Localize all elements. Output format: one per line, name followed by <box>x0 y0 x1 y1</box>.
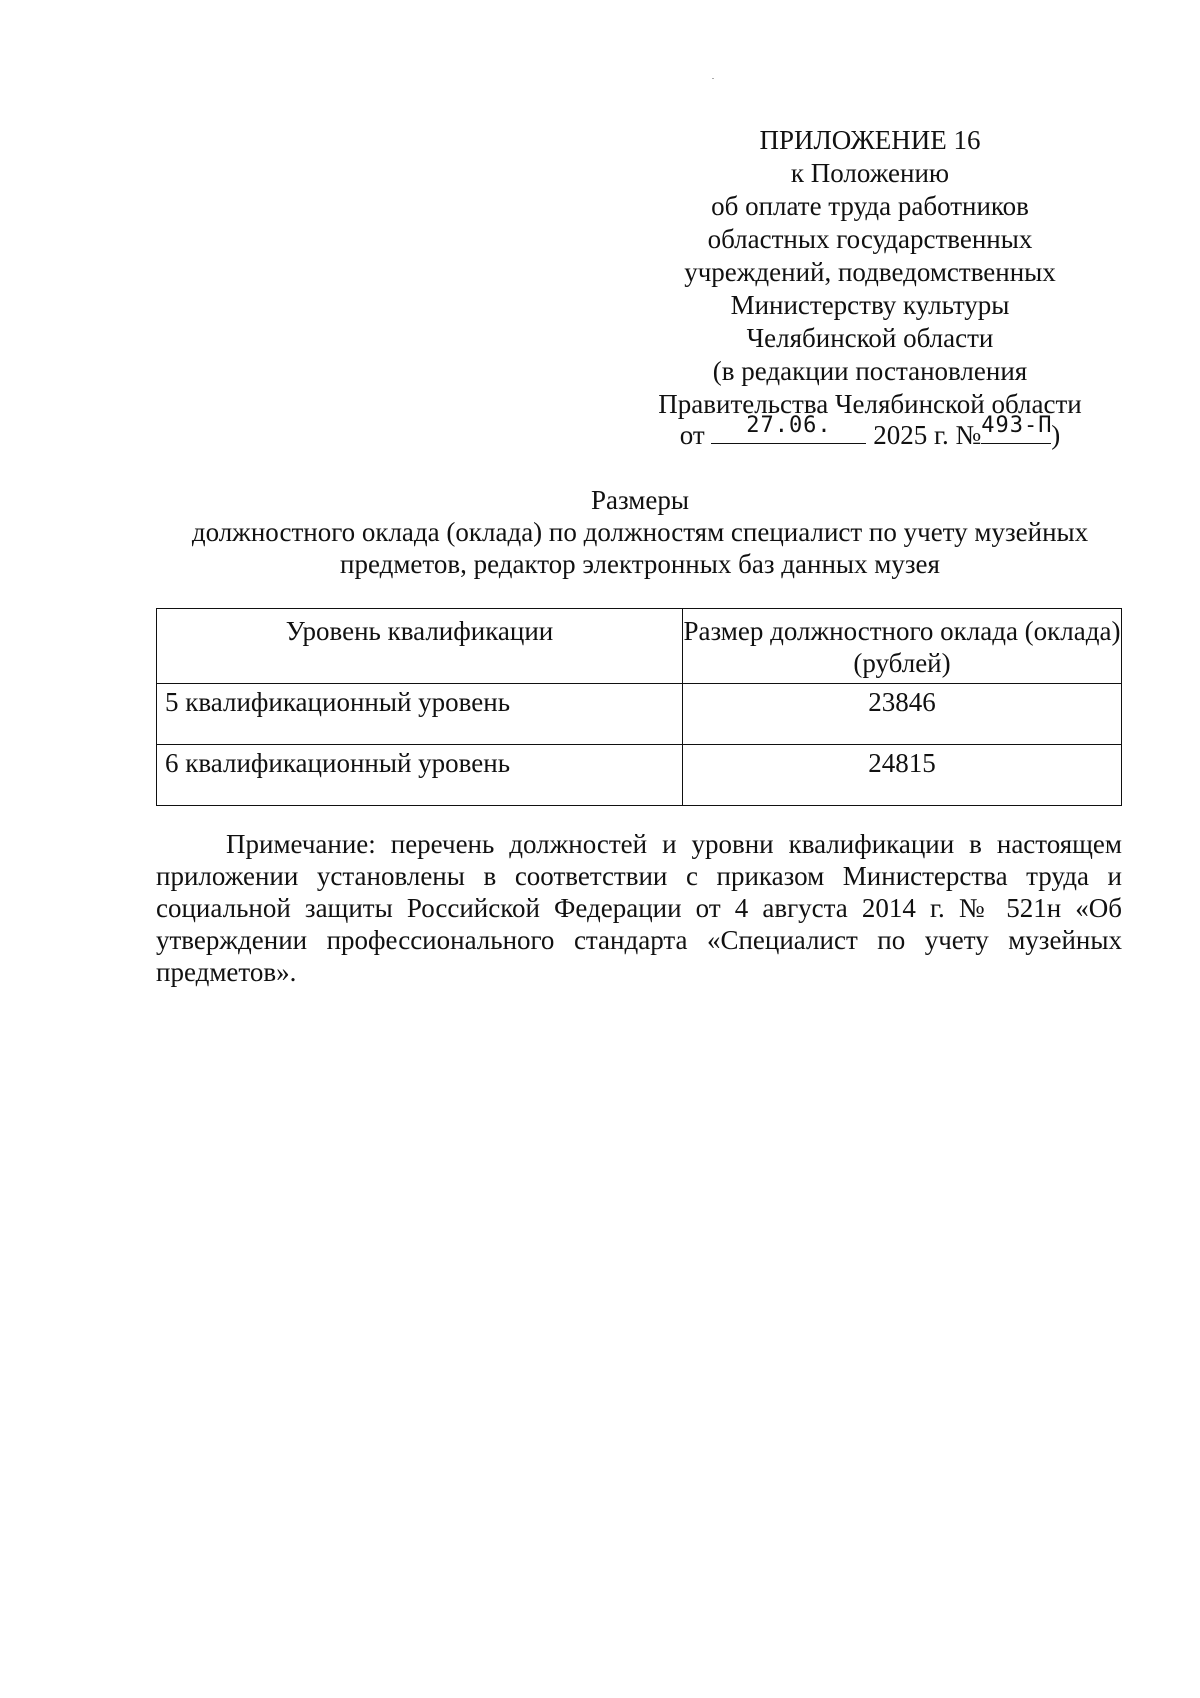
appendix-line: учреждений, подведомственных <box>684 257 1056 287</box>
resolution-reference <box>640 413 1100 452</box>
appendix-line: к Положению <box>790 158 950 188</box>
handwritten-number: 493-П <box>981 413 1053 438</box>
title-line: предметов, редактор электронных баз данных музея <box>340 549 940 579</box>
from-label: от <box>679 420 705 450</box>
appendix-line: Челябинской области <box>746 323 994 353</box>
table-row <box>157 684 1122 745</box>
qualification-cell: 5 квалификационный уровень <box>157 684 683 745</box>
appendix-header <box>640 124 1100 452</box>
date-fill-line <box>711 413 866 444</box>
appendix-line: (в редакции постановления <box>712 356 1028 386</box>
year-number-label: 2025 г. № <box>873 420 982 450</box>
column-header-salary: Размер должностного оклада (оклада) (рублей) <box>683 609 1122 684</box>
appendix-number: ПРИЛОЖЕНИЕ 16 <box>759 125 981 155</box>
document-title <box>150 484 1130 580</box>
column-header-qualification: Уровень квалификации <box>157 609 683 684</box>
appendix-line: областных государственных <box>707 224 1033 254</box>
note-paragraph <box>156 828 1122 988</box>
appendix-line: об оплате труда работников <box>711 191 1029 221</box>
table-header-row <box>157 609 1122 684</box>
salary-cell: 24815 <box>683 745 1122 806</box>
table-row <box>157 745 1122 806</box>
scan-speck <box>712 78 714 79</box>
title-heading: Размеры <box>591 485 689 515</box>
title-line: должностного оклада (оклада) по должностям специалист по учету музейных <box>191 517 1089 547</box>
note-text: Примечание: перечень должностей и уровни квалификации в настоящем приложении установлены в соответствии с приказом Министерства труда и социальной защиты Российской Федерации от 4 августа 2014 г. № 521н «Об утверждении профессионального стандарта «Специалист по учету музейных предметов». <box>156 829 1122 987</box>
handwritten-date: 27.06. <box>746 413 832 438</box>
number-fill-line <box>981 413 1053 444</box>
salary-table <box>156 608 1122 806</box>
appendix-line: Министерству культуры <box>730 290 1010 320</box>
appendix-line: Правительства Челябинской области <box>658 389 1082 419</box>
salary-cell: 23846 <box>683 684 1122 745</box>
close-paren: ) <box>1051 420 1061 450</box>
qualification-cell: 6 квалификационный уровень <box>157 745 683 806</box>
